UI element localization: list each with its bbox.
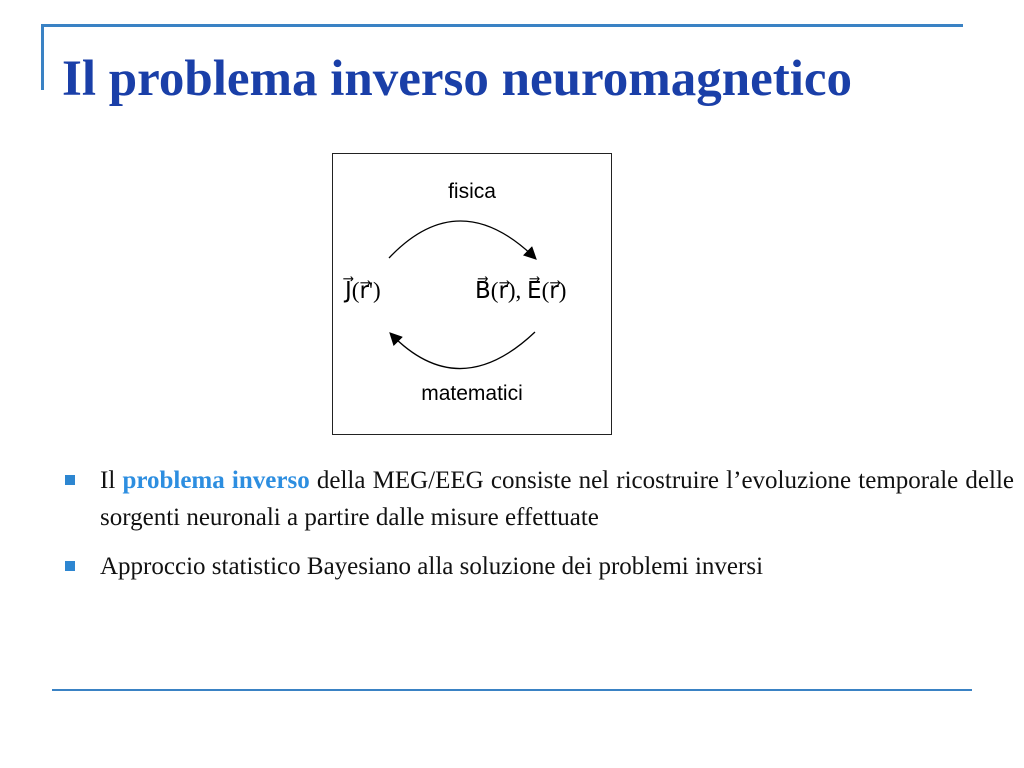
bullet-item — [62, 548, 1014, 585]
diagram-label-fisica: fisica — [448, 180, 496, 203]
slide-title: Il problema inverso neuromagnetico — [62, 51, 853, 107]
bullet-text: Approccio statistico Bayesiano alla soluzione dei problemi inversi — [100, 553, 764, 580]
forward-inverse-diagram — [332, 153, 612, 435]
diagram-label-matematici: matematici — [421, 382, 523, 405]
backward-arrow-icon — [391, 332, 535, 369]
square-bullet-icon — [65, 561, 75, 571]
forward-arrow-icon — [389, 221, 535, 258]
frame-left-line — [41, 24, 44, 90]
current-density-formula: J⃗(r⃗') — [345, 278, 381, 303]
highlight-term: problema inverso — [122, 467, 310, 494]
field-formula: B⃗(r⃗), E⃗(r⃗) — [475, 278, 567, 303]
bullet-list — [62, 462, 1014, 597]
square-bullet-icon — [65, 475, 75, 485]
bullet-item — [62, 462, 1014, 536]
footer-line — [52, 689, 972, 691]
frame-top-line — [41, 24, 963, 27]
bullet-rest: della MEG/EEG consiste nel ricostruire l’evoluzione temporale delle sorgenti neuronali a partire dalle misure effettuate — [100, 467, 1014, 531]
bullet-lead: Il — [100, 467, 123, 494]
